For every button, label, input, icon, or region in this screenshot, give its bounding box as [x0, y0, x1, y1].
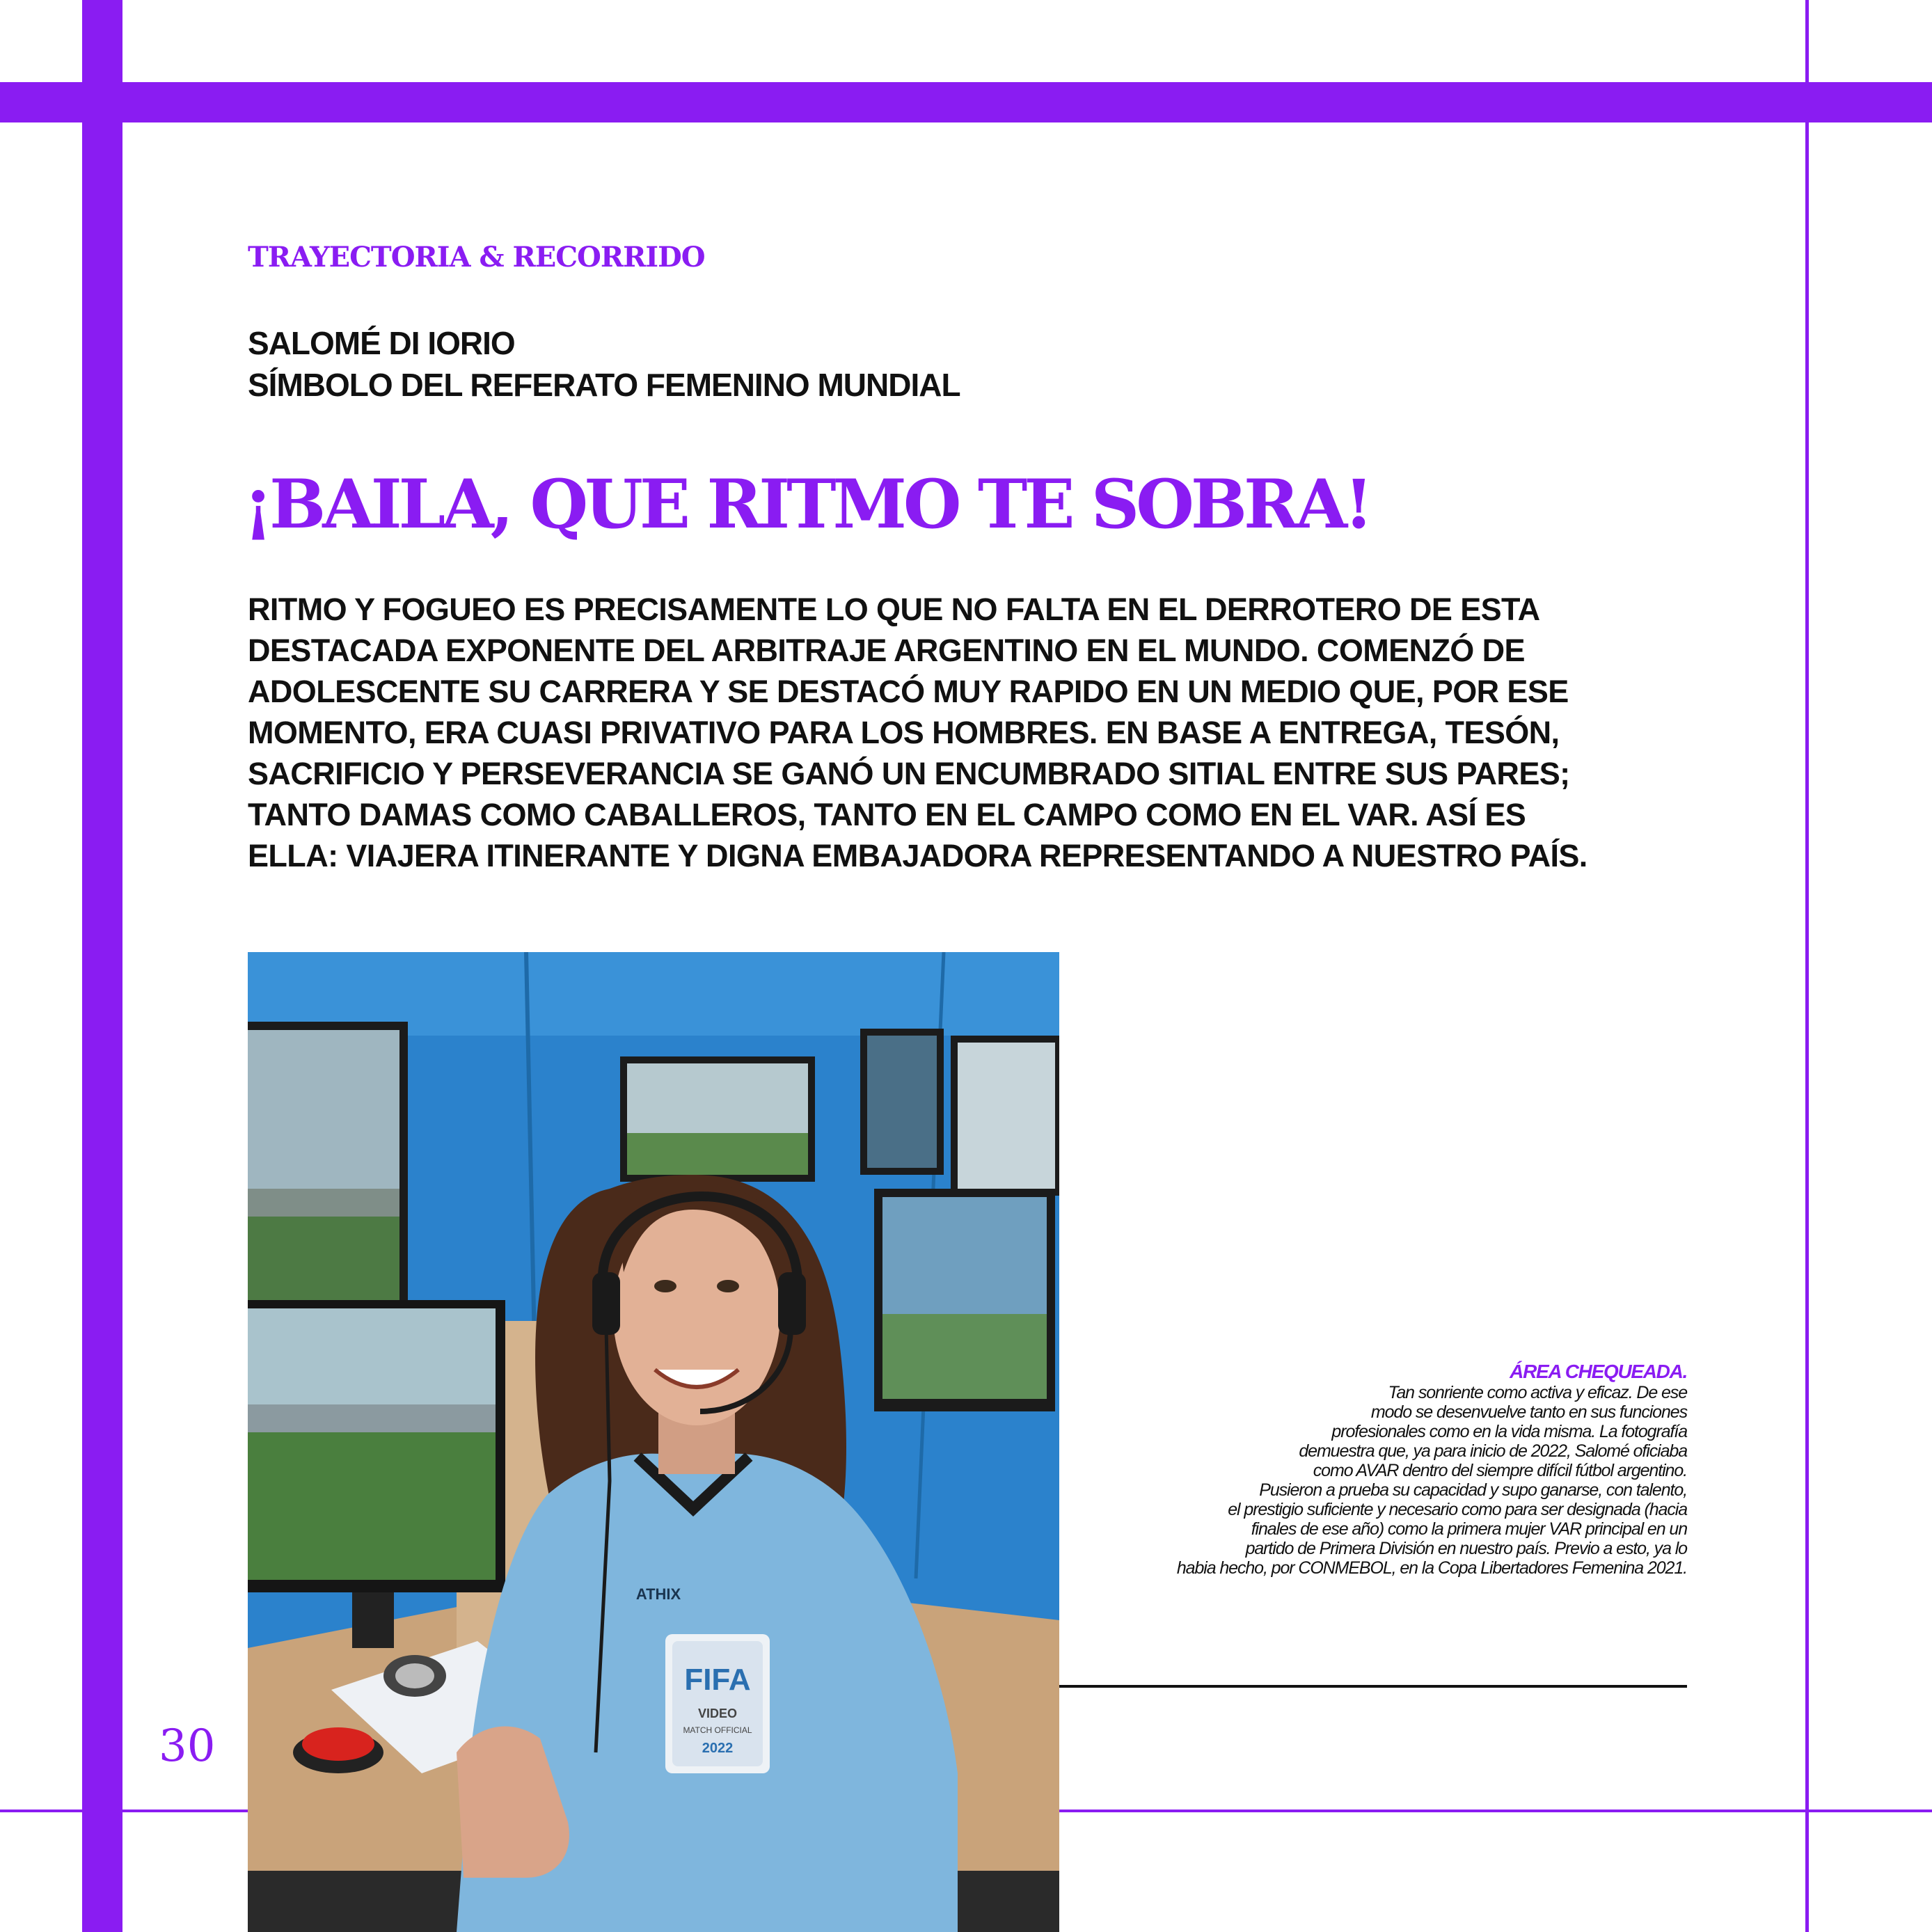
caption-line: modo se desenvuelve tanto en sus funciones	[1370, 1402, 1687, 1422]
badge-brand: FIFA	[684, 1663, 751, 1697]
lead-paragraph	[248, 589, 1695, 876]
lead-line: SACRIFICIO Y PERSEVERANCIA SE GANÓ UN ENCUMBRADO SITIAL ENTRE SUS PARES;	[248, 756, 1570, 791]
subtitle-tagline: SÍMBOLO DEL REFERATO FEMENINO MUNDIAL	[248, 367, 960, 403]
right-frame-line	[1805, 0, 1809, 1932]
monitor-right	[860, 1029, 1059, 1411]
lead-line: MOMENTO, ERA CUASI PRIVATIVO PARA LOS HOMBRES. EN BASE A ENTREGA, TESÓN,	[248, 715, 1560, 750]
caption-line: finales de ese año) como la primera mujer VAR principal en un	[1251, 1519, 1687, 1539]
lead-line: TANTO DAMAS COMO CABALLEROS, TANTO EN EL CAMPO COMO EN EL VAR. ASÍ ES	[248, 797, 1526, 832]
caption-line: profesionales como en la vida misma. La fotografía	[1331, 1422, 1687, 1441]
photo-caption	[1086, 1361, 1687, 1578]
left-frame-bar	[82, 0, 122, 1932]
badge-line1: VIDEO	[697, 1707, 738, 1720]
caption-line: habia hecho, por CONMEBOL, en la Copa Libertadores Femenina 2021.	[1176, 1558, 1687, 1578]
lead-line: ADOLESCENTE SU CARRERA Y SE DESTACÓ MUY RAPIDO EN UN MEDIO QUE, POR ESE	[248, 674, 1569, 709]
page-number: 30	[159, 1720, 216, 1772]
caption-title: ÁREA CHEQUEADA.	[1510, 1361, 1687, 1382]
caption-line: partido de Primera División en nuestro país. Previo a esto, ya lo	[1245, 1539, 1687, 1558]
subtitle-name: SALOMÉ DI IORIO	[248, 325, 515, 361]
shirt-brand: ATHIX	[635, 1585, 681, 1603]
caption-line: como AVAR dentro del siempre difícil fútbol argentino.	[1313, 1461, 1687, 1480]
caption-rule	[1059, 1685, 1687, 1688]
badge-line2: MATCH OFFICIAL	[683, 1725, 752, 1735]
lead-line: ELLA: VIAJERA ITINERANTE Y DIGNA EMBAJADORA REPRESENTANDO A NUESTRO PAÍS.	[248, 838, 1587, 873]
caption-line: demuestra que, ya para inicio de 2022, Salomé oficiaba	[1299, 1441, 1687, 1461]
section-label: TRAYECTORIA & RECORRIDO	[248, 241, 705, 274]
headline: ¡BAILA, QUE RITMO TE SOBRA!	[244, 465, 1370, 544]
top-frame-bar	[0, 82, 1932, 122]
lead-line: DESTACADA EXPONENTE DEL ARBITRAJE ARGENTINO EN EL MUNDO. COMENZÓ DE	[248, 633, 1525, 668]
monitor-top-center	[620, 1056, 815, 1182]
caption-line: Pusieron a prueba su capacidad y supo ganarse, con talento,	[1259, 1480, 1687, 1500]
caption-line: Tan sonriente como activa y eficaz. De ese	[1388, 1383, 1687, 1402]
referee-photo	[248, 952, 1059, 1932]
badge-year: 2022	[702, 1741, 734, 1756]
caption-line: el prestigio suficiente y necesario como para ser designada (hacia	[1228, 1500, 1687, 1519]
lead-line: RITMO Y FOGUEO ES PRECISAMENTE LO QUE NO FALTA EN EL DERROTERO DE ESTA	[248, 592, 1540, 627]
article-subtitle	[248, 322, 960, 406]
